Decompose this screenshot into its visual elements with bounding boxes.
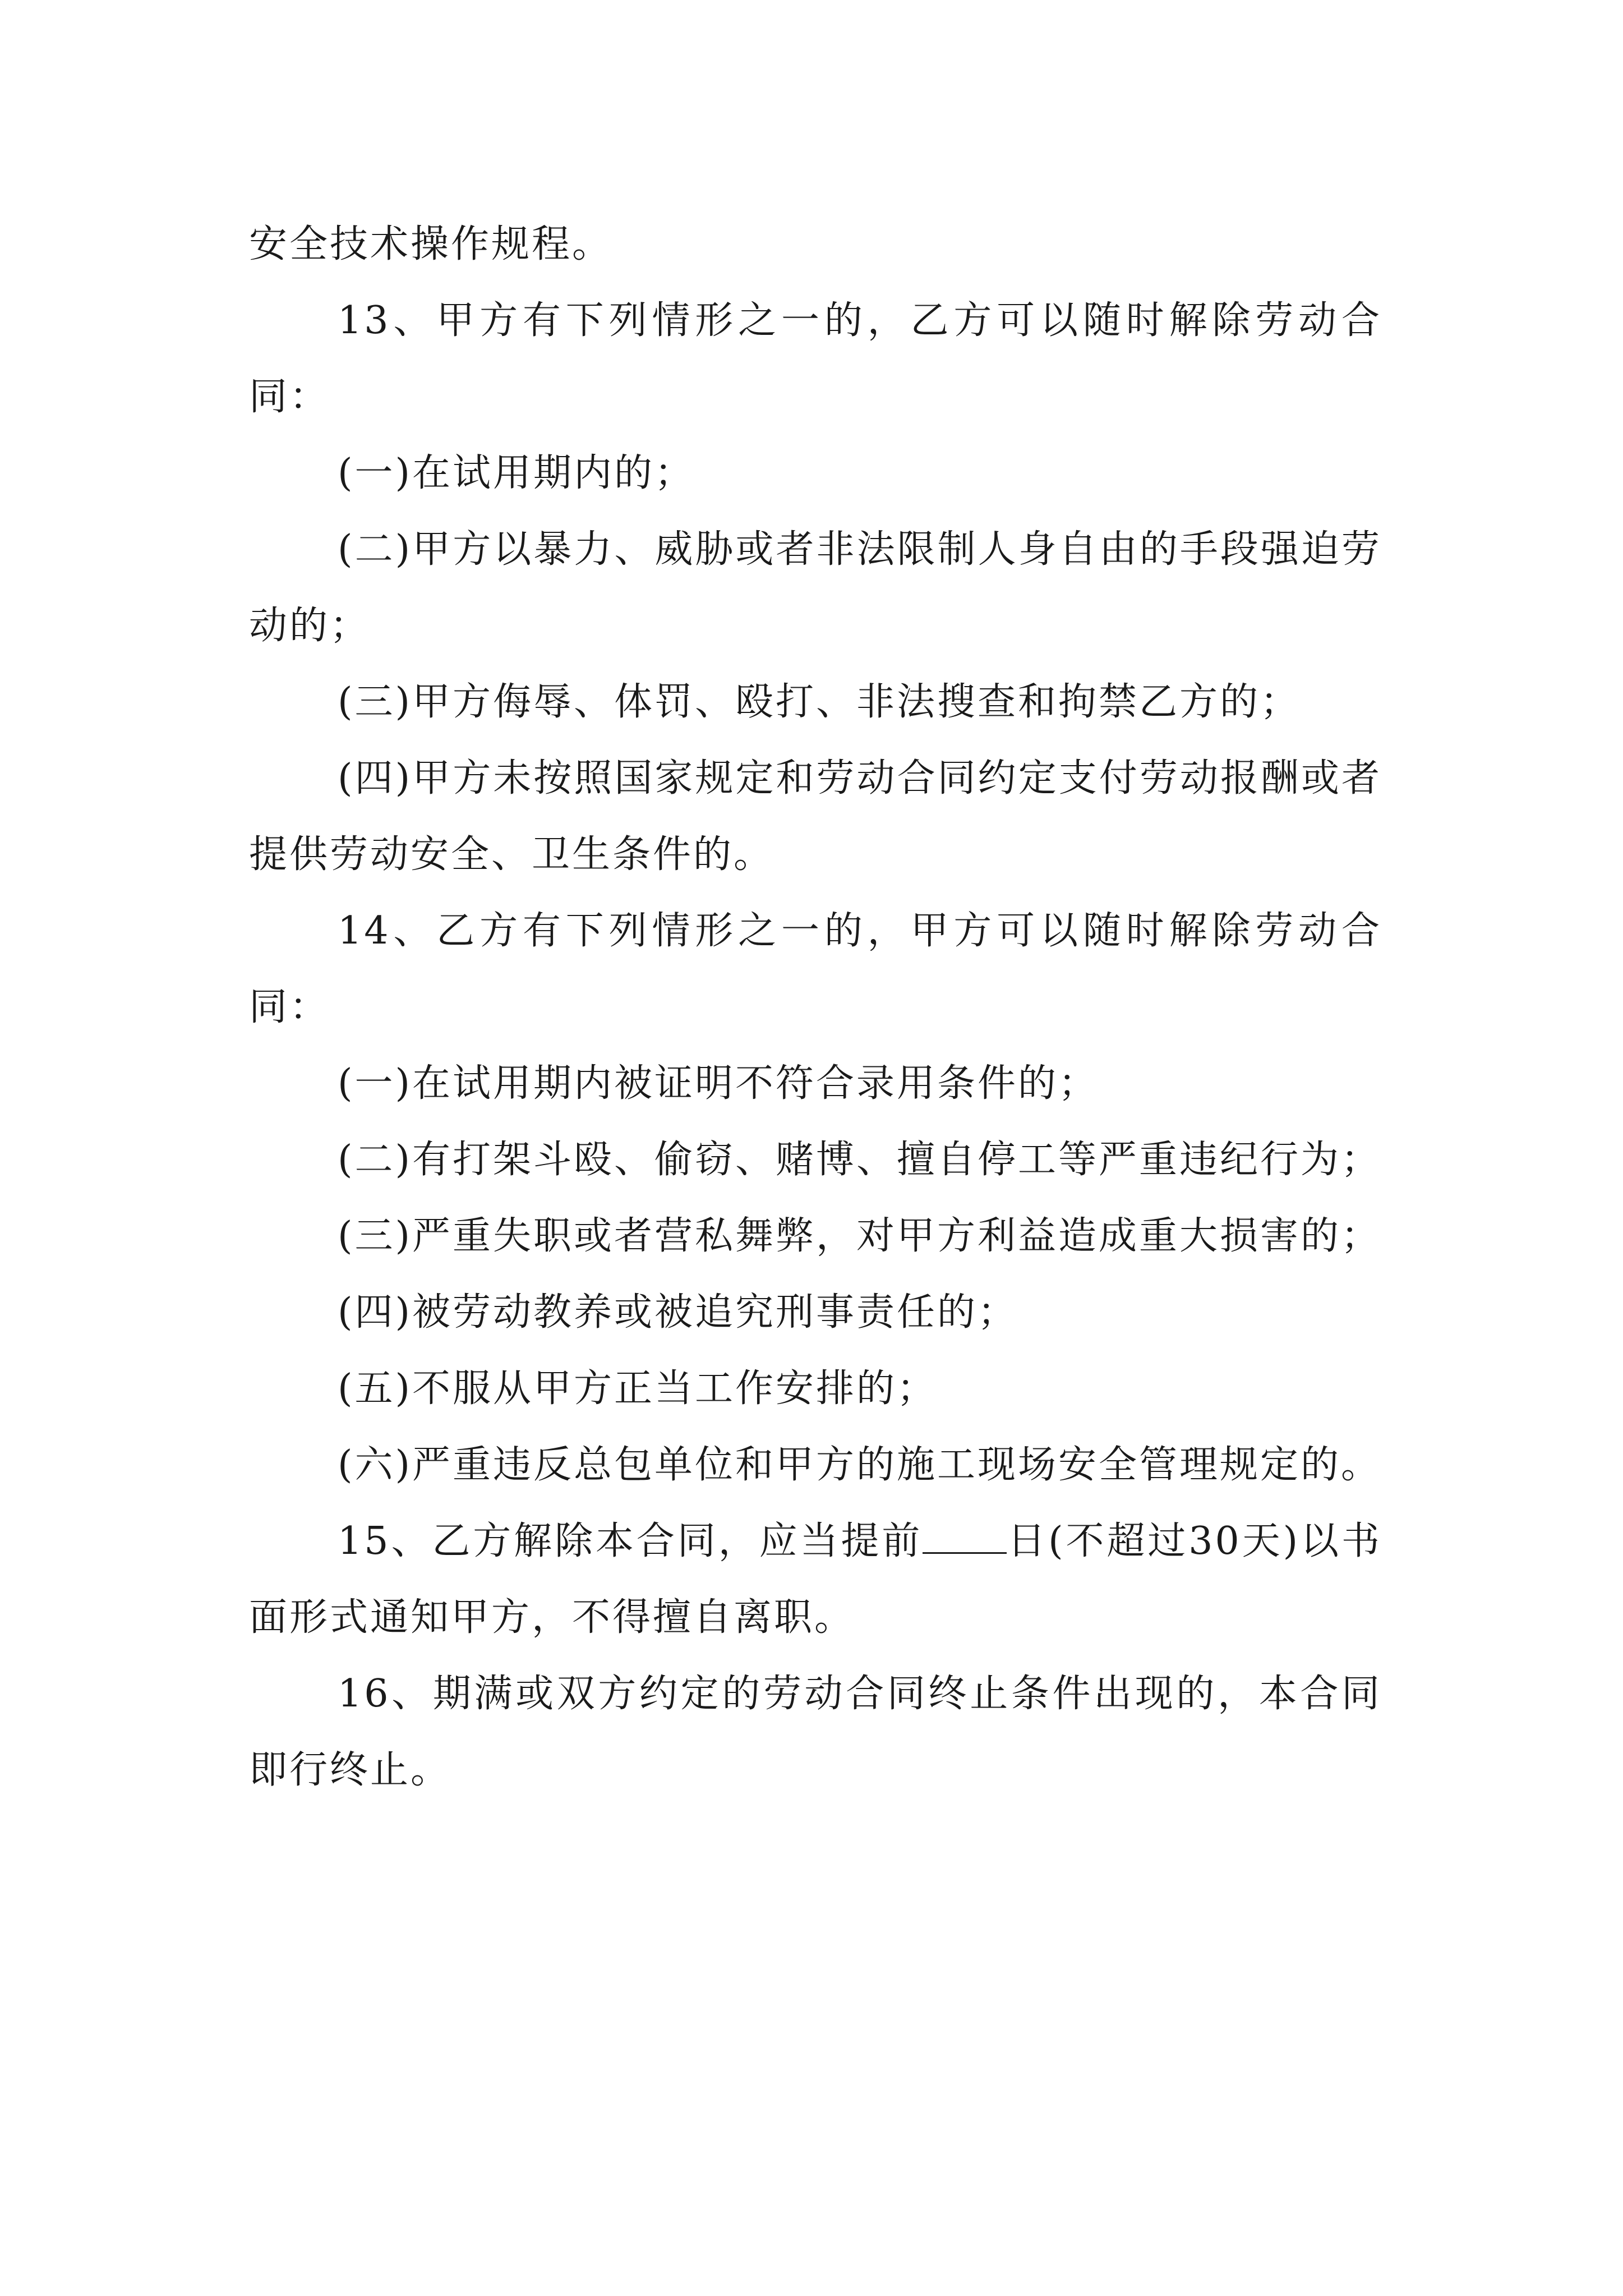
clause-16: 16、期满或双方约定的劳动合同终止条件出现的，本合同即行终止。 xyxy=(249,1672,1382,1792)
clause-15 xyxy=(249,1503,1382,1656)
clause-13: 13、甲方有下列情形之一的，乙方可以随时解除劳动合同： xyxy=(249,298,1382,419)
notice-days-blank[interactable] xyxy=(923,1519,1007,1554)
clause-15-text-after: 日(不超过30天)以书面形式通知甲方，不得擅自离职。 xyxy=(249,1519,1382,1640)
clause-14: 14、乙方有下列情形之一的，甲方可以随时解除劳动合同： xyxy=(249,909,1382,1029)
clause-14-item-1: (一)在试用期内被证明不符合录用条件的； xyxy=(338,1061,1099,1106)
contract-body xyxy=(249,206,1382,1809)
clause-14-item-6: (六)严重违反总包单位和甲方的施工现场安全管理规定的。 xyxy=(338,1443,1382,1487)
clause-13-item-3: (三)甲方侮辱、体罚、殴打、非法搜查和拘禁乙方的； xyxy=(338,680,1301,724)
clause-14-item-3: (三)严重失职或者营私舞弊，对甲方利益造成重大损害的； xyxy=(338,1214,1382,1258)
clause-14-item-2: (二)有打架斗殴、偷窃、赌博、擅自停工等严重违纪行为； xyxy=(338,1138,1382,1182)
clause-14-item-4: (四)被劳动教养或被追究刑事责任的； xyxy=(338,1290,1018,1335)
clause-13-item-1: (一)在试用期内的； xyxy=(338,451,695,495)
paragraph-continuation: 安全技术操作规程。 xyxy=(249,222,613,266)
clause-13-item-4: (四)甲方未按照国家规定和劳动合同约定支付劳动报酬或者提供劳动安全、卫生条件的。 xyxy=(249,756,1382,877)
clause-15-text-before: 15、乙方解除本合同，应当提前 xyxy=(338,1519,923,1563)
clause-14-item-5: (五)不服从甲方正当工作安排的； xyxy=(338,1366,938,1411)
clause-13-item-2: (二)甲方以暴力、威胁或者非法限制人身自由的手段强迫劳动的； xyxy=(249,527,1382,648)
